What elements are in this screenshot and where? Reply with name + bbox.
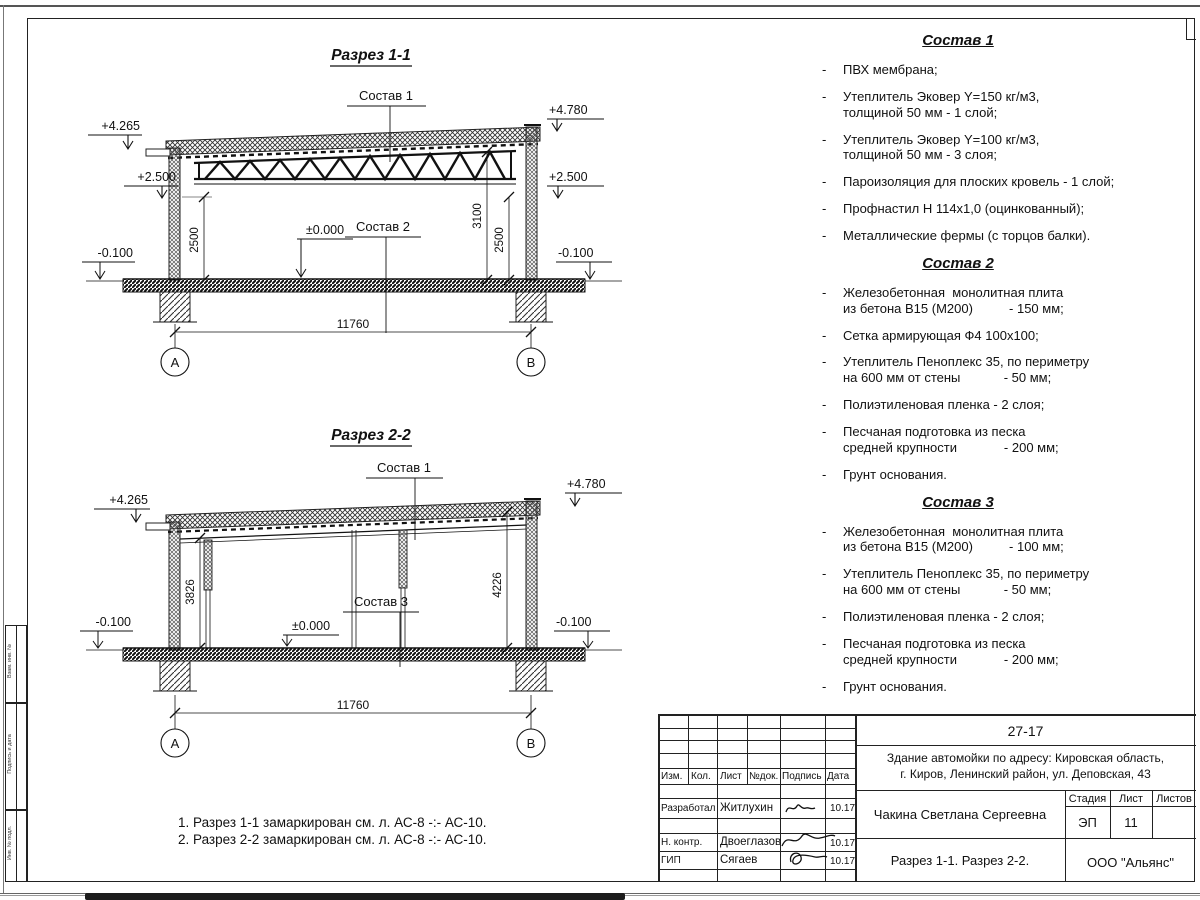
left-foundation xyxy=(160,292,190,322)
row-role: Разработал xyxy=(661,803,716,814)
svg-text:+4.265: +4.265 xyxy=(101,119,140,133)
margin-label: Взам. инв. № xyxy=(7,643,13,679)
doc-number: 27-17 xyxy=(1007,723,1044,739)
author-name: Чакина Светлана Сергеевна xyxy=(873,807,1047,822)
composition-title: Состав 1 xyxy=(922,32,994,49)
margin-label: Подпись и дата xyxy=(7,734,13,774)
scan-edge-artifact-dark xyxy=(85,893,625,900)
composition-item: - ПВХ мембрана; xyxy=(822,62,938,77)
sheet-label: Лист xyxy=(1119,793,1143,805)
stage-value: ЭП xyxy=(1078,815,1097,830)
floor-slab xyxy=(123,279,585,292)
composition-item: - Грунт основания. xyxy=(822,678,947,694)
sostav1-label: Состав 1 xyxy=(359,88,413,103)
axis-bubbles xyxy=(161,721,545,757)
stage-label: Стадия xyxy=(1068,793,1107,805)
row-name: Житлухин xyxy=(720,802,774,814)
composition-item: - Грунт основания. xyxy=(822,466,947,482)
note-line: 2. Разрез 2-2 замаркирован см. л. АС-8 -:- АС-10. xyxy=(178,831,487,847)
composition-item: - Утеплитель Пеноплекс 35, по периметру на 600 мм от стены - 50 мм; xyxy=(822,566,1090,598)
sheet-value: 11 xyxy=(1124,815,1138,830)
left-canopy xyxy=(146,149,170,156)
composition-title: Состав 3 xyxy=(922,493,994,511)
composition-group-3 xyxy=(822,494,1194,695)
composition-title: Состав 2 xyxy=(922,254,994,272)
drawing-title: Разрез 1-1. Разрез 2-2. xyxy=(890,853,1030,868)
svg-text:+4.780: +4.780 xyxy=(567,477,606,491)
composition-list xyxy=(822,62,1194,244)
margin-label: Инв. № подл. xyxy=(7,825,13,861)
sostav1-label: Состав 1 xyxy=(377,460,431,475)
roof-insulation-band xyxy=(166,501,540,529)
row-role: Н. контр. xyxy=(661,837,703,848)
margin-box-inv xyxy=(5,810,27,882)
left-wall xyxy=(169,148,180,280)
roof-beam xyxy=(180,525,527,539)
svg-text:-0.100: -0.100 xyxy=(556,615,592,629)
svg-text:3100: 3100 xyxy=(472,203,484,229)
section1-title: Разрез 1-1 xyxy=(331,47,411,64)
composition-item: - Утеплитель Пеноплекс 35, по периметру на 600 мм от стены - 50 мм; xyxy=(822,354,1090,386)
row-name: Двоеглазов xyxy=(720,836,782,848)
svg-text:3826: 3826 xyxy=(185,579,197,605)
col-ndok: №док. xyxy=(749,771,779,782)
composition-item: - Полиэтиленовая пленка - 2 слоя; xyxy=(822,397,1045,413)
signature xyxy=(783,848,831,872)
svg-text:+4.780: +4.780 xyxy=(549,103,588,117)
span-dimension xyxy=(170,695,536,721)
axis-bubbles xyxy=(161,340,545,376)
col-kol: Кол. xyxy=(691,771,711,782)
axis-b: В xyxy=(526,355,536,370)
axis-a: А xyxy=(170,355,180,370)
composition-item: - Металлические фермы (с торцов балки). xyxy=(822,228,1091,244)
compositions-panel xyxy=(822,22,1194,705)
composition-item: - Железобетонная монолитная плита из бетона В15 (М200) - 100 мм; xyxy=(822,523,1064,555)
left-foundation xyxy=(160,661,190,691)
composition-item: - Сетка армирующая Ф4 100х100; xyxy=(822,327,1039,343)
svg-text:2500: 2500 xyxy=(189,227,201,253)
section2-title: Разрез 2-2 xyxy=(331,427,411,444)
interior-column-1 xyxy=(204,540,212,590)
composition-item: - Железобетонная монолитная плита из бетона В15 (М200) - 150 мм; xyxy=(822,284,1064,316)
row-name: Сягаев xyxy=(720,854,758,866)
col-list: Лист xyxy=(720,771,742,782)
svg-text:11760: 11760 xyxy=(336,698,370,712)
col-podpis: Подпись xyxy=(782,771,822,782)
col-data: Дата xyxy=(827,771,850,782)
span-dimension xyxy=(170,317,536,340)
composition-item: - Песчаная подготовка из песка средней крупности - 200 мм; xyxy=(822,635,1059,667)
svg-text:±0.000: ±0.000 xyxy=(291,619,331,633)
composition-list xyxy=(822,285,1194,483)
right-wall xyxy=(526,127,537,280)
note-line: 1. Разрез 1-1 замаркирован см. л. АС-8 -:- АС-10. xyxy=(178,815,487,830)
margin-box-divider xyxy=(16,811,17,881)
svg-text:-0.100: -0.100 xyxy=(558,246,594,260)
svg-text:4226: 4226 xyxy=(492,572,504,598)
svg-text:±0.000: ±0.000 xyxy=(305,223,345,237)
svg-text:-0.100: -0.100 xyxy=(95,615,131,629)
sostav3-label: Состав 3 xyxy=(354,594,408,609)
axis-a: А xyxy=(170,736,180,751)
roof-insulation-band xyxy=(166,127,540,155)
composition-group-2 xyxy=(822,255,1194,483)
section-1-1 xyxy=(82,47,622,376)
elevation-marks xyxy=(80,477,622,648)
interior-column-2 xyxy=(399,530,407,588)
row-date: 10.17 xyxy=(830,838,856,849)
svg-text:+2.500: +2.500 xyxy=(549,170,588,184)
sostav2-label: Состав 2 xyxy=(356,219,410,234)
svg-text:+4.265: +4.265 xyxy=(109,493,148,507)
svg-text:2500: 2500 xyxy=(494,227,506,253)
floor-slab xyxy=(123,648,585,661)
notes xyxy=(178,815,487,849)
composition-item: - Пароизоляция для плоских кровель - 1 слой; xyxy=(822,174,1115,190)
object-address-line2: г. Киров, Ленинский район, ул. Деповская, 43 xyxy=(900,767,1151,781)
right-wall xyxy=(526,501,537,650)
left-wall xyxy=(169,522,180,650)
svg-text:11760: 11760 xyxy=(336,317,370,331)
sheets-label: Листов xyxy=(1156,793,1192,805)
svg-text:-0.100: -0.100 xyxy=(97,246,133,260)
right-foundation xyxy=(516,661,546,691)
row-role: ГИП xyxy=(661,855,681,866)
sections-drawing xyxy=(0,0,660,800)
composition-item: - Профнастил Н 114х1,0 (оцинкованный); xyxy=(822,201,1085,217)
axis-b: В xyxy=(526,736,536,751)
right-foundation xyxy=(516,292,546,322)
composition-item: - Песчаная подготовка из песка средней крупности - 200 мм; xyxy=(822,424,1059,455)
signature xyxy=(783,800,823,817)
col-izm: Изм. xyxy=(661,771,683,782)
composition-group-1 xyxy=(822,32,1194,244)
row-date: 10.17 xyxy=(830,803,856,814)
object-address-line1: Здание автомойки по адресу: Кировская область, xyxy=(886,751,1165,765)
left-canopy xyxy=(146,523,170,530)
composition-item: - Полиэтиленовая пленка - 2 слоя; xyxy=(822,609,1045,625)
row-date: 10.17 xyxy=(830,856,856,867)
composition-list xyxy=(822,524,1194,695)
svg-text:+2.500: +2.500 xyxy=(137,170,176,184)
composition-item: - Утеплитель Эковер Y=100 кг/м3, толщиной 50 мм - 3 слоя; xyxy=(822,131,1040,163)
company-name: ООО "Альянс" xyxy=(1087,855,1174,870)
composition-item: - Утеплитель Эковер Y=150 кг/м3, толщиной 50 мм - 1 слой; xyxy=(822,88,1040,120)
section-2-2 xyxy=(80,427,622,757)
